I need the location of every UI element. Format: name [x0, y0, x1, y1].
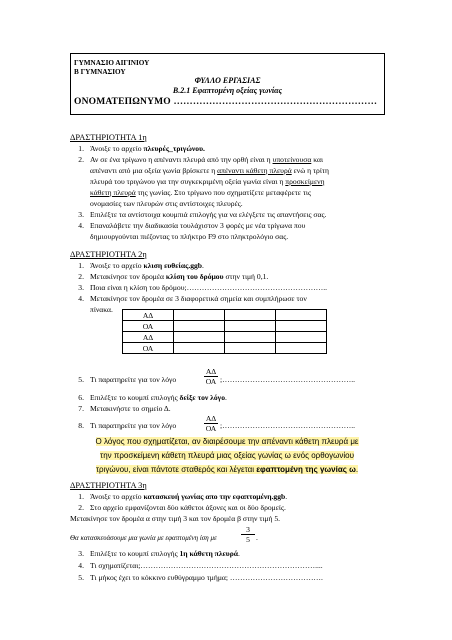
list-item: Μετακίνησε τον δρομέα κλίση του δρόμου στην τιμή 0,1.: [90, 272, 269, 281]
activity-1-heading: ΔΡΑΣΤΗΡΙΟΤΗΤΑ 1η: [70, 133, 147, 142]
list-item: Αν σε ένα τρίγωνο η απέναντι πλευρά από την ορθή είναι η υποτείνουσα και: [90, 155, 323, 164]
list-item: Μετακινήστε το σημείο Δ.: [90, 404, 171, 413]
list-item: Τι μήκος έχει το κόκκινο ευθύγραμμο τμήμα; ……………………………….: [90, 573, 323, 582]
definition-highlight: Ο λόγος που σχηματίζεται, αν διαιρέσουμε την απέναντι κάθετη πλευρά με την προσκείμενη κάθετη πλευρά μιας οξείας γωνίας ω ενός ορθογωνίου τριγώνου, είναι πάντοτε σταθερός και λέγεται εφαπτομένη της γωνίας ω.: [95, 437, 359, 474]
table-row-label: ΟΑ: [123, 321, 174, 332]
list-item: Ποια είναι η κλίση του δρόμου;………………………………………………..: [90, 283, 328, 292]
list-item: Άνοιξε το αρχείο πλευρές_τριγώνου.: [90, 144, 205, 153]
table-cell[interactable]: [174, 310, 225, 321]
table-cell[interactable]: [225, 332, 276, 343]
name-field: ΟΝΟΜΑΤΕΠΩΝΥΜΟ ………………………………………………………: [74, 97, 378, 107]
list-item: Άνοιξε το αρχείο κατασκευή γωνίας απο την εφαπτομένη.ggb.: [90, 492, 288, 501]
tangent-fraction: $\frac{3}{5}$: [241, 525, 255, 544]
table-cell[interactable]: [225, 310, 276, 321]
header-box: [70, 53, 385, 115]
list-item: Τι παρατηρείτε για τον λόγο: [90, 375, 177, 384]
list-item: Άνοιξε το αρχείο κλιση ευθείας.ggb.: [90, 261, 204, 270]
table-row-label: ΑΔ: [123, 332, 174, 343]
table-row-label: ΟΑ: [123, 343, 174, 354]
list-item: Τι σχηματίζεται;……………………………………………………………....: [90, 561, 323, 570]
activity-2-heading: ΔΡΑΣΤΗΡΙΟΤΗΤΑ 2η: [70, 250, 147, 259]
table-row-label: ΑΔ: [123, 310, 174, 321]
table-cell[interactable]: [276, 343, 327, 354]
table-cell[interactable]: [276, 321, 327, 332]
table-cell[interactable]: [276, 332, 327, 343]
table-cell[interactable]: [225, 343, 276, 354]
list-item: Επιλέξτε το κουμπί επιλογής δείξε τον λόγο.: [90, 393, 227, 402]
school-name: ΓΥΜΝΑΣΙΟ ΑΙΓΙΝΙΟΥ: [74, 59, 150, 67]
list-item: Τι παρατηρείτε για τον λόγο: [90, 421, 177, 430]
table-cell[interactable]: [174, 321, 225, 332]
worksheet-title: ΦΥΛΛΟ ΕΡΓΑΣΙΑΣ: [194, 76, 261, 85]
instruction-text: Μετακίνησε τον δρομέα α στην τιμή 3 και τον δρομέα β στην τιμή 5.: [70, 514, 281, 523]
list-item: Στο αρχείο εμφανίζονται δύο κάθετοι άξονες και οι δύο δρομείς.: [90, 503, 286, 512]
list-item: Επαναλάβετε την διαδικασία τουλάχιστον 3 φορές με νέα τρίγωνα που: [90, 221, 306, 230]
ratio-fraction: $\frac{A\Delta}{OA}$: [205, 367, 217, 386]
table-cell[interactable]: [174, 332, 225, 343]
table-cell[interactable]: [225, 321, 276, 332]
class-name: Β ΓΥΜΝΑΣΙΟΥ: [74, 68, 126, 76]
worksheet-subtitle: Β.2.1 Εφαπτομένη οξείας γωνίας: [172, 86, 283, 95]
table-cell[interactable]: [174, 343, 225, 354]
list-item: Μετακίνησε τον δρομέα σε 3 διαφορετικά σημεία και συμπλήρωσε τον: [90, 294, 307, 303]
activity-3-heading: ΔΡΑΣΤΗΡΙΟΤΗΤΑ 3η: [70, 481, 147, 490]
instruction-text: Θα κατασκευάσουμε μια γωνία με εφαπτομένη ίση με: [70, 534, 217, 542]
table-cell[interactable]: [276, 310, 327, 321]
list-item: Επιλέξτε το κουμπί επιλογής 1η κάθετη πλευρά.: [90, 549, 240, 558]
measurement-table: [122, 309, 327, 354]
list-item: Επιλέξτε τα αντίστοιχα κουμπιά επιλογής για να ελέγξετε τις απαντήσεις σας.: [90, 210, 327, 219]
ratio-fraction: $\frac{A\Delta}{OA}$: [205, 414, 217, 433]
